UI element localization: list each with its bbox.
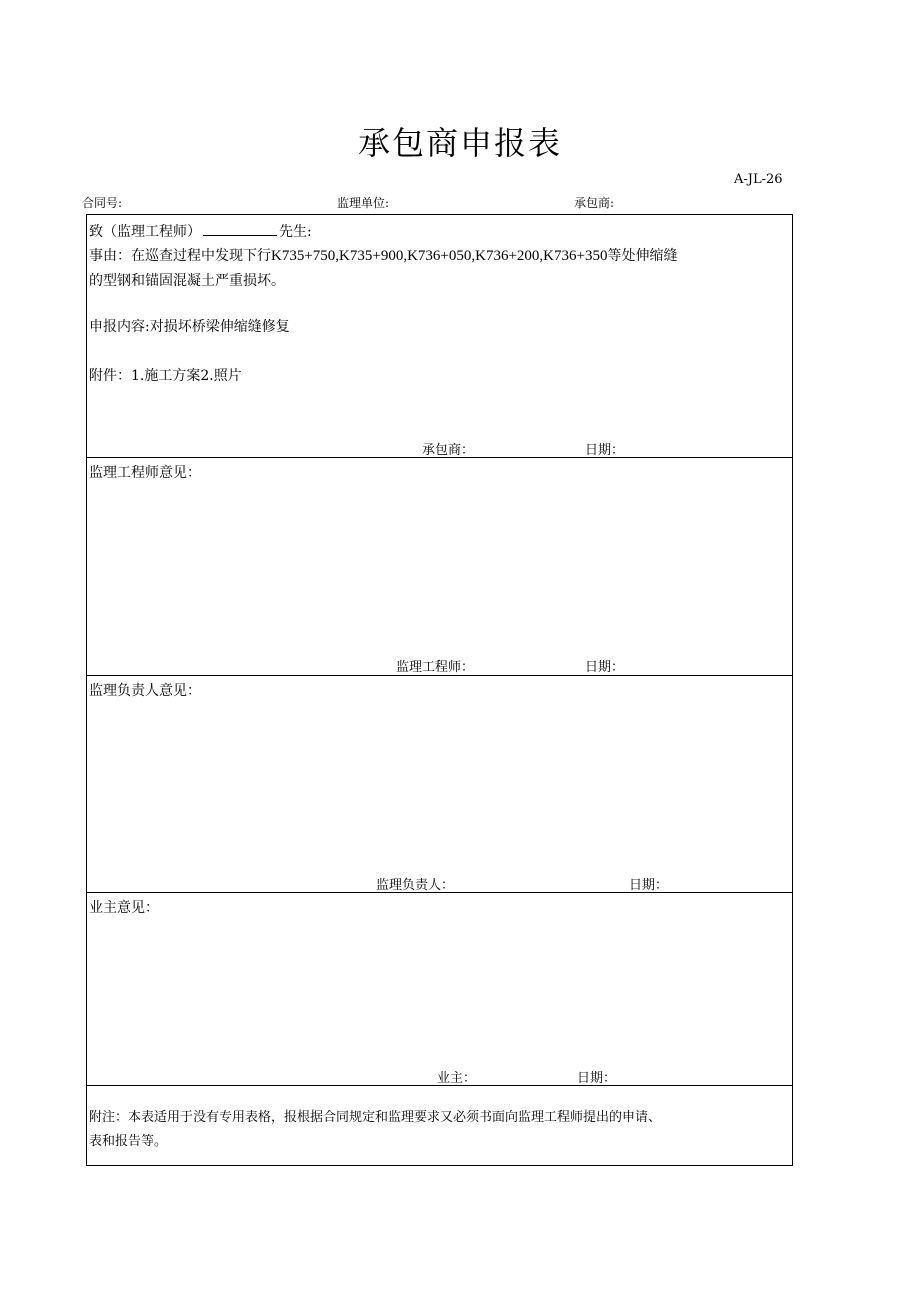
cause-tail: 等处伸缩缝: [607, 248, 678, 264]
contractor-date-label: 日期：: [585, 443, 625, 458]
addressee-suffix: 先生:: [279, 224, 312, 240]
cause-stations: K735+750,K735+900,K736+050,K736+200,K736+350: [271, 248, 608, 264]
supervision-unit-label: 监理单位:: [337, 196, 390, 210]
cause-label: 事由：在巡查过程中发现下行: [89, 248, 271, 264]
owner-date-label: 日期：: [577, 1071, 617, 1086]
addressee-prefix: 致（监理工程师）: [89, 224, 201, 240]
chief-sign-label: 监理负责人：: [376, 878, 455, 893]
engineer-name-blank[interactable]: [203, 223, 277, 236]
contract-no-label: 合同号:: [82, 196, 123, 210]
section-note: [87, 1086, 792, 1167]
owner-sign-label: 业主：: [437, 1071, 477, 1086]
section-owner-opinion: [87, 893, 792, 1086]
section-application: [87, 215, 792, 458]
page-title: 承包商申报表: [357, 124, 562, 162]
chief-opinion-heading: 监理负责人意见：: [89, 683, 201, 699]
form-code: A-JL-26: [734, 172, 783, 187]
engineer-sign-label: 监理工程师：: [396, 660, 475, 675]
engineer-date-label: 日期：: [585, 660, 625, 675]
contractor-sign-label: 承包商：: [422, 443, 475, 458]
engineer-opinion-heading: 监理工程师意见：: [89, 465, 201, 481]
owner-opinion-heading: 业主意见：: [89, 900, 159, 916]
cause-line: [89, 245, 677, 265]
contractor-label: 承包商:: [574, 196, 615, 210]
chief-date-label: 日期：: [629, 878, 669, 893]
application-content: 申报内容:对损坏桥梁伸缩缝修复: [89, 319, 290, 335]
section-chief-opinion: [87, 676, 792, 893]
section-engineer-opinion: [87, 458, 792, 676]
attachments: 附件：1.施工方案2.照片: [89, 368, 242, 384]
addressee-line: [89, 221, 312, 241]
form-table: [86, 214, 793, 1166]
cause-line-2: 的型钢和锚固混凝土严重损坏。: [89, 273, 285, 289]
note-line-2: 表和报告等。: [89, 1134, 168, 1149]
note-line-1: 附注：本表适用于没有专用表格，报根据合同规定和监理要求又必须书面向监理工程师提出的申请、: [89, 1110, 662, 1125]
